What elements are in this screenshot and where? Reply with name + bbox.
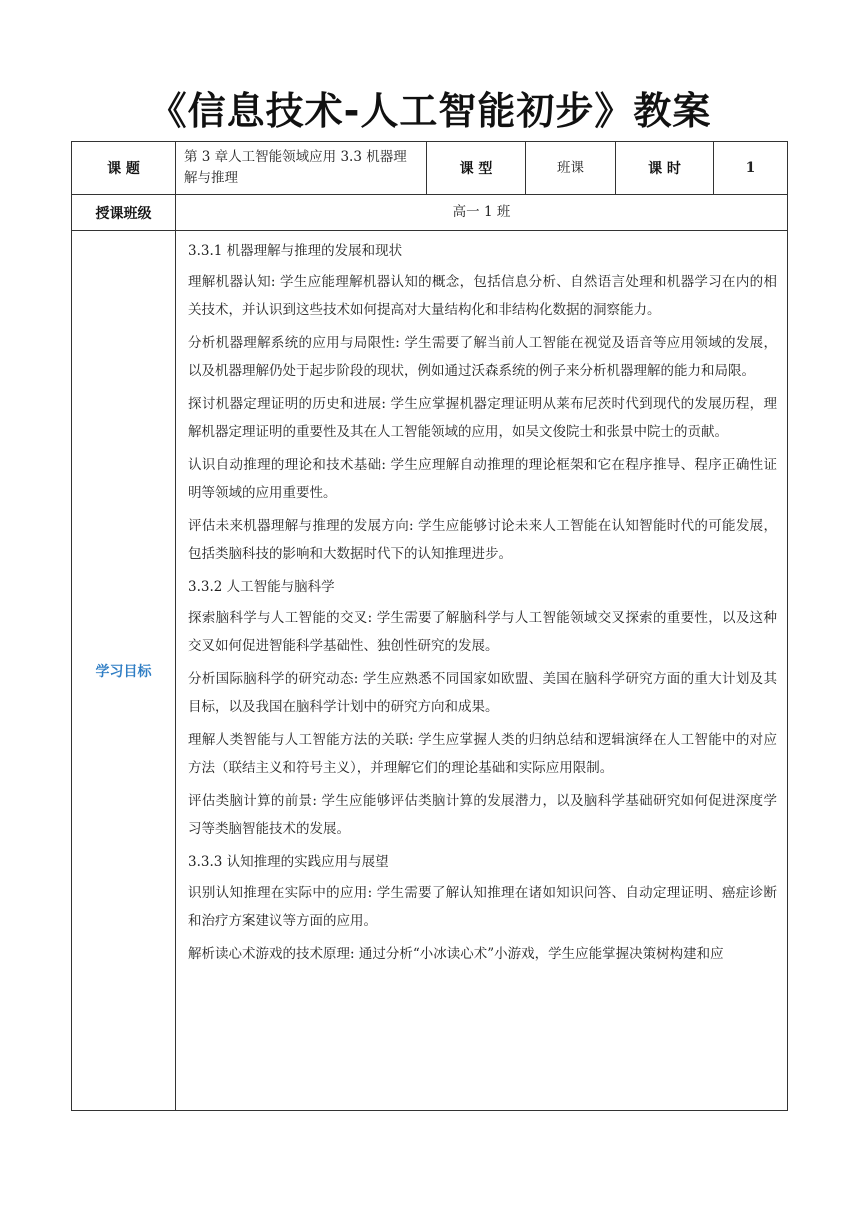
goal-paragraph: 探索脑科学与人工智能的交叉: 学生需要了解脑科学与人工智能领域交叉探索的重要性，以及这种交叉如何促进智能科学基础性、独创性研究的发展。 [188,610,777,654]
lesson-type-label: 课 型 [427,142,526,195]
section-heading: 3.3.2 人工智能与脑科学 [188,579,335,595]
goal-paragraph: 分析国际脑科学的研究动态: 学生应熟悉不同国家如欧盟、美国在脑科学研究方面的重大计划及其目标，以及我国在脑科学计划中的研究方向和成果。 [188,671,777,715]
lesson-hours-value: 1 [714,142,788,195]
lesson-hours-label: 课 时 [616,142,714,195]
goal-paragraph: 理解人类智能与人工智能方法的关联: 学生应掌握人类的归纳总结和逻辑演绎在人工智能中的对应方法（联结主义和符号主义），并理解它们的理论基础和实际应用限制。 [188,732,777,776]
goals-row [72,231,788,1111]
goal-paragraph: 认识自动推理的理论和技术基础: 学生应理解自动推理的理论框架和它在程序推导、程序正确性证明等领域的应用重要性。 [188,457,777,501]
lesson-type-value: 班课 [526,142,616,195]
goal-paragraph: 分析机器理解系统的应用与局限性: 学生需要了解当前人工智能在视觉及语音等应用领域的发展，以及机器理解仍处于起步阶段的现状，例如通过沃森系统的例子来分析机器理解的能力和局限。 [188,335,777,379]
goal-paragraph: 评估未来机器理解与推理的发展方向: 学生应能够讨论未来人工智能在认知智能时代的可能发展，包括类脑科技的影响和大数据时代下的认知推理进步。 [188,518,777,562]
goal-paragraph: 评估类脑计算的前景: 学生应能够评估类脑计算的发展潜力，以及脑科学基础研究如何促进深度学习等类脑智能技术的发展。 [188,793,777,837]
class-row [72,195,788,231]
lesson-label: 课 题 [72,142,176,195]
lesson-plan-table [71,141,788,1111]
class-value: 高一 1 班 [176,195,788,231]
goal-paragraph: 探讨机器定理证明的历史和进展: 学生应掌握机器定理证明从莱布尼茨时代到现代的发展历程，理解机器定理证明的重要性及其在人工智能领域的应用，如吴文俊院士和张景中院士的贡献。 [188,396,777,440]
lesson-title-value: 第 3 章人工智能领域应用 3.3 机器理解与推理 [176,142,427,195]
section-heading: 3.3.3 认知推理的实践应用与展望 [188,854,389,870]
goal-paragraph: 解析读心术游戏的技术原理: 通过分析“小冰读心术”小游戏，学生应能掌握决策树构建和应 [188,946,724,962]
goal-paragraph: 识别认知推理在实际中的应用: 学生需要了解认知推理在诸如知识问答、自动定理证明、癌症诊断和治疗方案建议等方面的应用。 [188,885,777,929]
class-label: 授课班级 [72,195,176,231]
goal-paragraph: 理解机器认知: 学生应能理解机器认知的概念，包括信息分析、自然语言处理和机器学习在内的相关技术，并认识到这些技术如何提高对大量结构化和非结构化数据的洞察能力。 [188,274,777,318]
section-heading: 3.3.1 机器理解与推理的发展和现状 [188,243,403,259]
document-title: 《信息技术-人工智能初步》教案 [148,89,712,133]
learning-goals-label: 学习目标 [72,231,176,1111]
lesson-header-row [72,142,788,195]
learning-goals-content [176,231,788,1111]
